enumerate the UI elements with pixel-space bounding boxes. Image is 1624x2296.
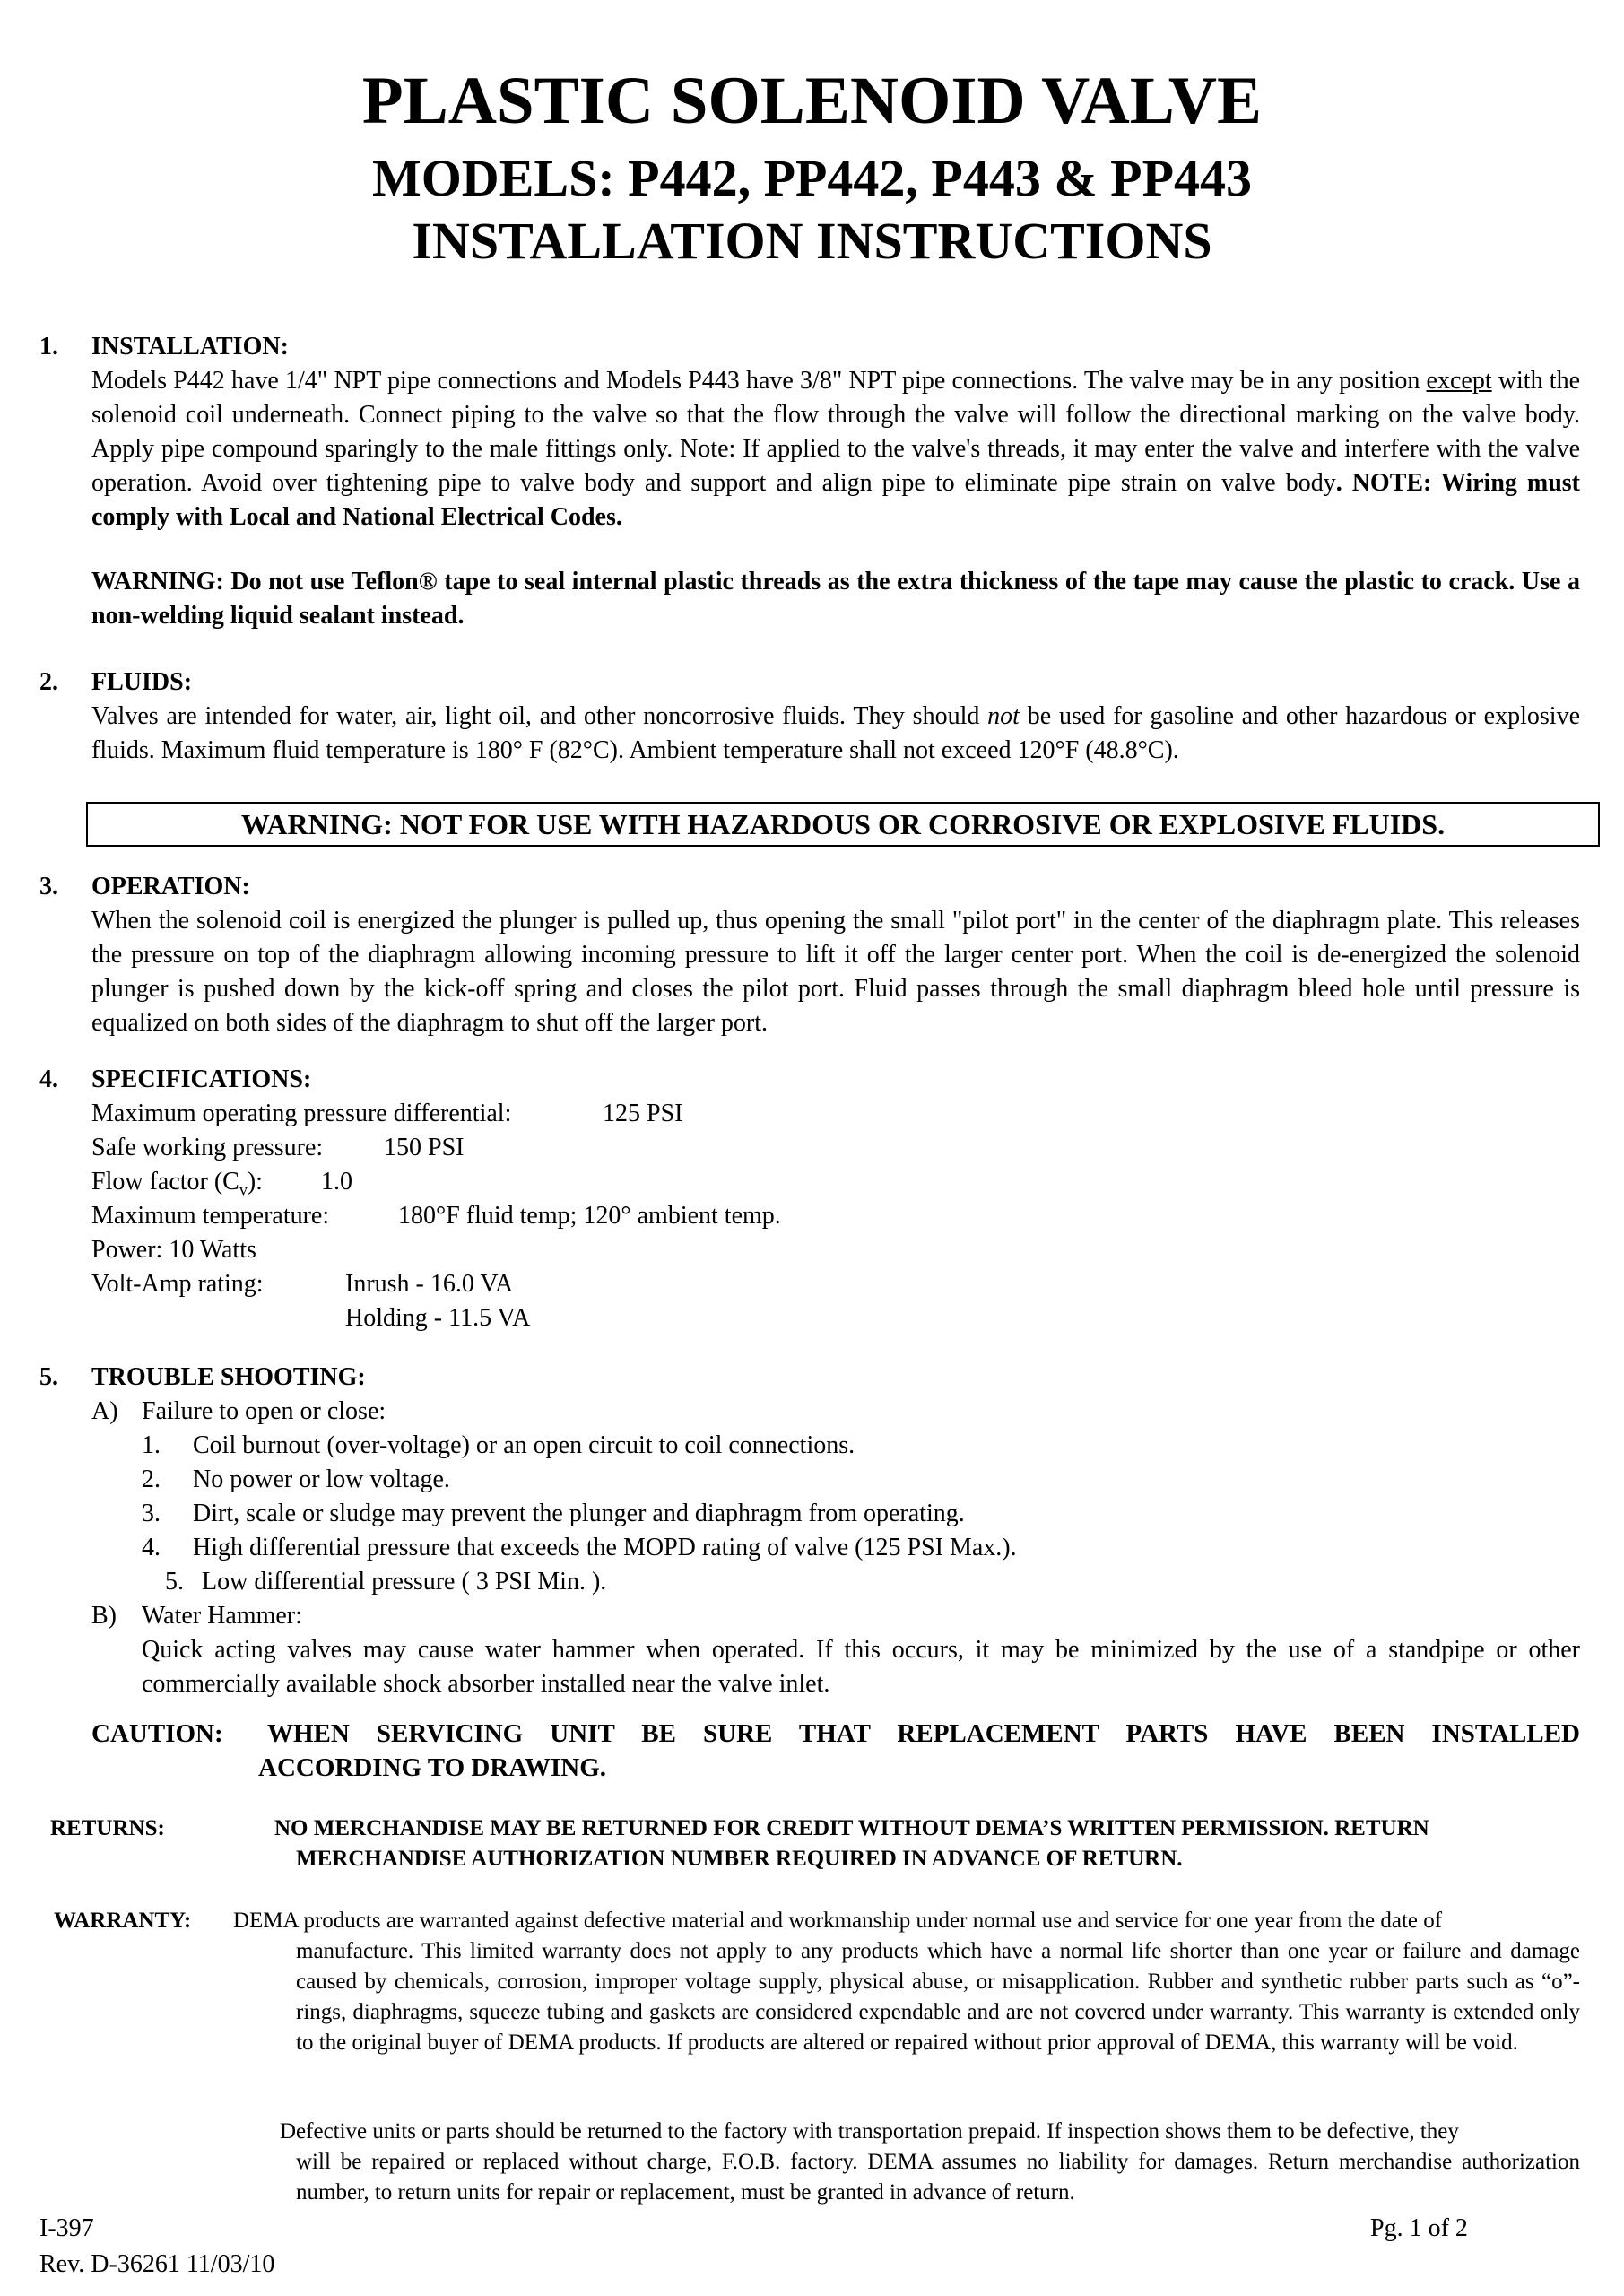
section-3-heading: OPERATION: [91, 873, 250, 900]
spec-swp-value: 150 PSI [384, 1134, 465, 1161]
troubleshooting-b-text: Water Hammer: [142, 1602, 302, 1630]
section-1-heading: INSTALLATION: [91, 333, 289, 361]
section-5-number: 5. [39, 1363, 58, 1391]
spec-mopd-value: 125 PSI [603, 1100, 683, 1127]
section-1-number: 1. [39, 333, 58, 361]
spec-swp-label: Safe working pressure: [91, 1134, 324, 1161]
document-title: PLASTIC SOLENOID VALVE [361, 64, 1263, 138]
troubleshooting-b-label: B) [91, 1602, 117, 1630]
list-item: Dirt, scale or sludge may prevent the plunger and diaphragm from operating. [193, 1500, 965, 1527]
troubleshooting-a-label: A) [91, 1397, 118, 1425]
list-item-number: 4. [142, 1534, 161, 1561]
caution-text-line-2: ACCORDING TO DRAWING. [258, 1753, 607, 1782]
section-4-heading: SPECIFICATIONS: [91, 1065, 312, 1093]
list-item: No power or low voltage. [193, 1465, 450, 1493]
list-item-number: 2. [142, 1465, 161, 1493]
list-item-number: 3. [142, 1500, 161, 1527]
list-item-number: 5. [165, 1568, 184, 1596]
warranty-label: WARRANTY: [54, 1909, 192, 1933]
instructions-subtitle: INSTALLATION INSTRUCTIONS [412, 212, 1212, 270]
troubleshooting-a-text: Failure to open or close: [142, 1397, 386, 1425]
warranty-first-line: DEMA products are warranted against defective material and workmanship under normal use and service for one year from the date of [233, 1909, 1443, 1933]
models-subtitle: MODELS: P442, PP442, P443 & PP443 [371, 149, 1253, 207]
section-5-heading: TROUBLE SHOOTING: [91, 1363, 366, 1391]
returns-text-line-2: MERCHANDISE AUTHORIZATION NUMBER REQUIRED IN ADVANCE OF RETURN. [296, 1847, 1183, 1871]
section-1-paragraph: Models P442 have 1/4" NPT pipe connections and Models P443 have 3/8" NPT pipe connections. The valve may be in any position except with the solenoid coil underneath. Connect piping to the valve so that the flow through the valve will follow the directional marking on the valve body. Apply pipe compound sparingly to the male fittings only. Note: If applied to the valve's threads, it may enter the valve and interfere with the valve operation. Avoid over tightening pipe to valve body and support and align pipe to eliminate pipe strain on valve body. NOTE: Wiring must comply with Local and National Electrical Codes. [91, 367, 1580, 531]
warranty-paragraph: manufacture. This limited warranty does not apply to any products which have a normal life shorter than one year or failure and damage caused by chemicals, corrosion, improper voltage supply, physical abuse, or misapplication. Rubber and synthetic rubber parts such as “o”- rings, diaphragms, squeeze tubing and gaskets are considered expendable and are not covered under warranty. This warranty is extended only to the original buyer of DEMA products. If products are altered or repaired without prior approval of DEMA, this warranty will be void. [296, 1939, 1580, 2055]
spec-temp-label: Maximum temperature: [91, 1202, 330, 1230]
teflon-warning: WARNING: Do not use Teflon® tape to seal internal plastic threads as the extra thickness of the tape may cause the plastic to crack. Use a non-welding liquid sealant instead. [91, 568, 1580, 630]
list-item: High differential pressure that exceeds the MOPD rating of valve (125 PSI Max.). [193, 1534, 1017, 1561]
list-item: Low differential pressure ( 3 PSI Min. ). [202, 1568, 607, 1596]
page-number: Pg. 1 of 2 [1370, 2214, 1468, 2242]
caution-label: CAUTION: [91, 1719, 223, 1748]
spec-cv-label: Flow factor $(C_v)$: [91, 1168, 263, 1199]
spec-mopd-label: Maximum operating pressure differential: [91, 1100, 512, 1127]
list-item-number: 1. [142, 1431, 161, 1459]
spec-cv-value: 1.0 [321, 1168, 352, 1196]
section-3-number: 3. [39, 873, 58, 900]
section-2-heading: FLUIDS: [91, 668, 193, 696]
returns-text-line-1: NO MERCHANDISE MAY BE RETURNED FOR CREDIT WITHOUT DEMA’S WRITTEN PERMISSION. RETURN [274, 1816, 1429, 1840]
defective-units-first-line: Defective units or parts should be returned to the factory with transportation prepaid. If inspection shows them to be defective, they [280, 2119, 1459, 2144]
section-4-number: 4. [39, 1065, 58, 1093]
spec-temp-value: 180°F fluid temp; 120° ambient temp. [398, 1202, 781, 1230]
water-hammer-paragraph: Quick acting valves may cause water hammer when operated. If this occurs, it may be minimized by the use of a standpipe or other commercially available shock absorber installed near the valve inlet. [142, 1636, 1580, 1698]
spec-power: Power: 10 Watts [91, 1236, 256, 1264]
spec-va-inrush: Inrush - 16.0 VA [345, 1270, 514, 1298]
section-3-paragraph: When the solenoid coil is energized the plunger is pulled up, thus opening the small "pilot port" in the center of the diaphragm plate. This releases the pressure on top of the diaphragm allowing incoming pressure to lift it off the larger center port. When the coil is de-energized the solenoid plunger is pushed down by the kick-off spring and closes the pilot port. Fluid passes through the small diaphragm bleed hole until pressure is equalized on both sides of the diaphragm to shut off the larger port. [91, 907, 1580, 1037]
spec-va-holding: Holding - 11.5 VA [345, 1304, 531, 1332]
hazard-warning-box: WARNING: NOT FOR USE WITH HAZARDOUS OR CORROSIVE OR EXPLOSIVE FLUIDS. [86, 802, 1600, 847]
spec-va-label: Volt-Amp rating: [91, 1270, 264, 1298]
revision-info: Rev. D-36261 11/03/10 [39, 2250, 275, 2278]
section-2-paragraph: Valves are intended for water, air, light oil, and other noncorrosive fluids. They should not be used for gasoline and other hazardous or explosive fluids. Maximum fluid temperature is 180° F (82°C). Ambient temperature shall not exceed 120°F (48.8°C). [91, 702, 1580, 764]
section-2-number: 2. [39, 668, 58, 696]
document-id: I-397 [39, 2214, 94, 2242]
defective-units-paragraph: will be repaired or replaced without charge, F.O.B. factory. DEMA assumes no liability for damages. Return merchandise authorization number, to return units for repair or replacement, must be granted in advance of return. [296, 2150, 1580, 2205]
list-item: Coil burnout (over-voltage) or an open circuit to coil connections. [193, 1431, 855, 1459]
returns-label: RETURNS: [50, 1816, 165, 1840]
caution-text-line-1: WHEN SERVICING UNIT BE SURE THAT REPLACEMENT PARTS HAVE BEEN INSTALLED [267, 1719, 1580, 1748]
